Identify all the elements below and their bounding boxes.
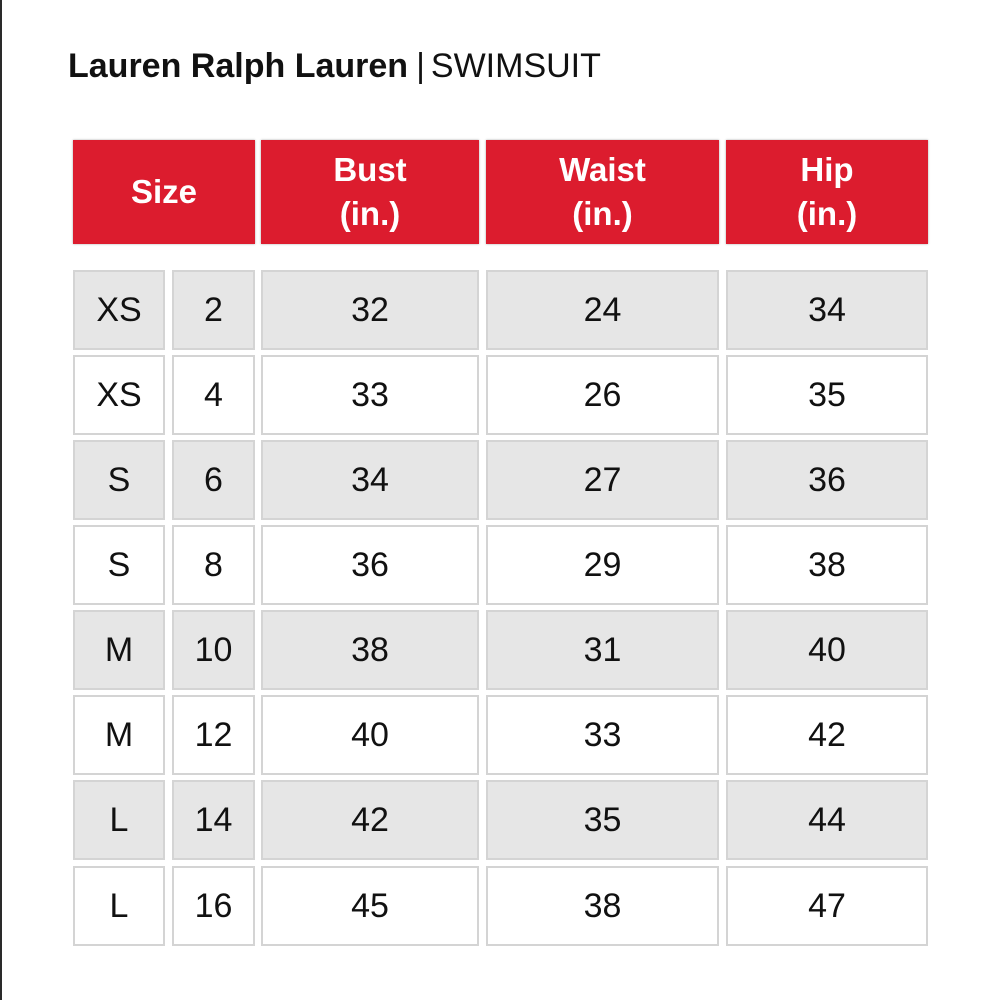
header-hip-label: Hip	[800, 151, 854, 188]
cell-size-number: 6	[172, 440, 255, 520]
header-waist-unit: (in.)	[572, 195, 633, 232]
cell-waist: 24	[486, 270, 719, 350]
header-bust	[261, 140, 479, 244]
cell-bust: 32	[261, 270, 479, 350]
cell-waist: 26	[486, 355, 719, 435]
header-bust-label: Bust	[333, 151, 407, 188]
cell-size-letter: M	[73, 610, 165, 690]
cell-hip: 34	[726, 270, 928, 350]
cell-waist: 35	[486, 780, 719, 860]
cell-size-number: 12	[172, 695, 255, 775]
cell-bust: 42	[261, 780, 479, 860]
header-waist	[486, 140, 719, 244]
cell-waist: 38	[486, 866, 719, 946]
cell-hip: 36	[726, 440, 928, 520]
cell-bust: 33	[261, 355, 479, 435]
cell-bust: 40	[261, 695, 479, 775]
cell-hip: 42	[726, 695, 928, 775]
cell-size-letter: XS	[73, 270, 165, 350]
header-hip-unit: (in.)	[796, 195, 858, 232]
cell-hip: 40	[726, 610, 928, 690]
header-size	[73, 140, 255, 244]
header-waist-label: Waist	[559, 151, 646, 188]
cell-bust: 36	[261, 525, 479, 605]
cell-waist: 31	[486, 610, 719, 690]
brand-name: Lauren Ralph Lauren	[68, 47, 409, 85]
left-border-line	[0, 0, 2, 1000]
cell-waist: 27	[486, 440, 719, 520]
page-title	[68, 44, 601, 88]
cell-size-letter: S	[73, 440, 165, 520]
product-name: SWIMSUIT	[430, 47, 601, 85]
cell-bust: 34	[261, 440, 479, 520]
cell-hip: 38	[726, 525, 928, 605]
cell-waist: 29	[486, 525, 719, 605]
title-separator: |	[416, 47, 425, 85]
cell-size-letter: S	[73, 525, 165, 605]
cell-size-letter: L	[73, 780, 165, 860]
cell-size-letter: M	[73, 695, 165, 775]
header-hip	[726, 140, 928, 244]
cell-waist: 33	[486, 695, 719, 775]
cell-bust: 45	[261, 866, 479, 946]
cell-size-number: 8	[172, 525, 255, 605]
cell-size-number: 16	[172, 866, 255, 946]
cell-hip: 47	[726, 866, 928, 946]
cell-size-letter: L	[73, 866, 165, 946]
cell-hip: 44	[726, 780, 928, 860]
cell-size-number: 4	[172, 355, 255, 435]
header-size-label: Size	[130, 173, 198, 210]
cell-bust: 38	[261, 610, 479, 690]
cell-size-number: 2	[172, 270, 255, 350]
header-bust-unit: (in.)	[339, 195, 401, 232]
cell-size-number: 10	[172, 610, 255, 690]
cell-size-number: 14	[172, 780, 255, 860]
cell-size-letter: XS	[73, 355, 165, 435]
cell-hip: 35	[726, 355, 928, 435]
